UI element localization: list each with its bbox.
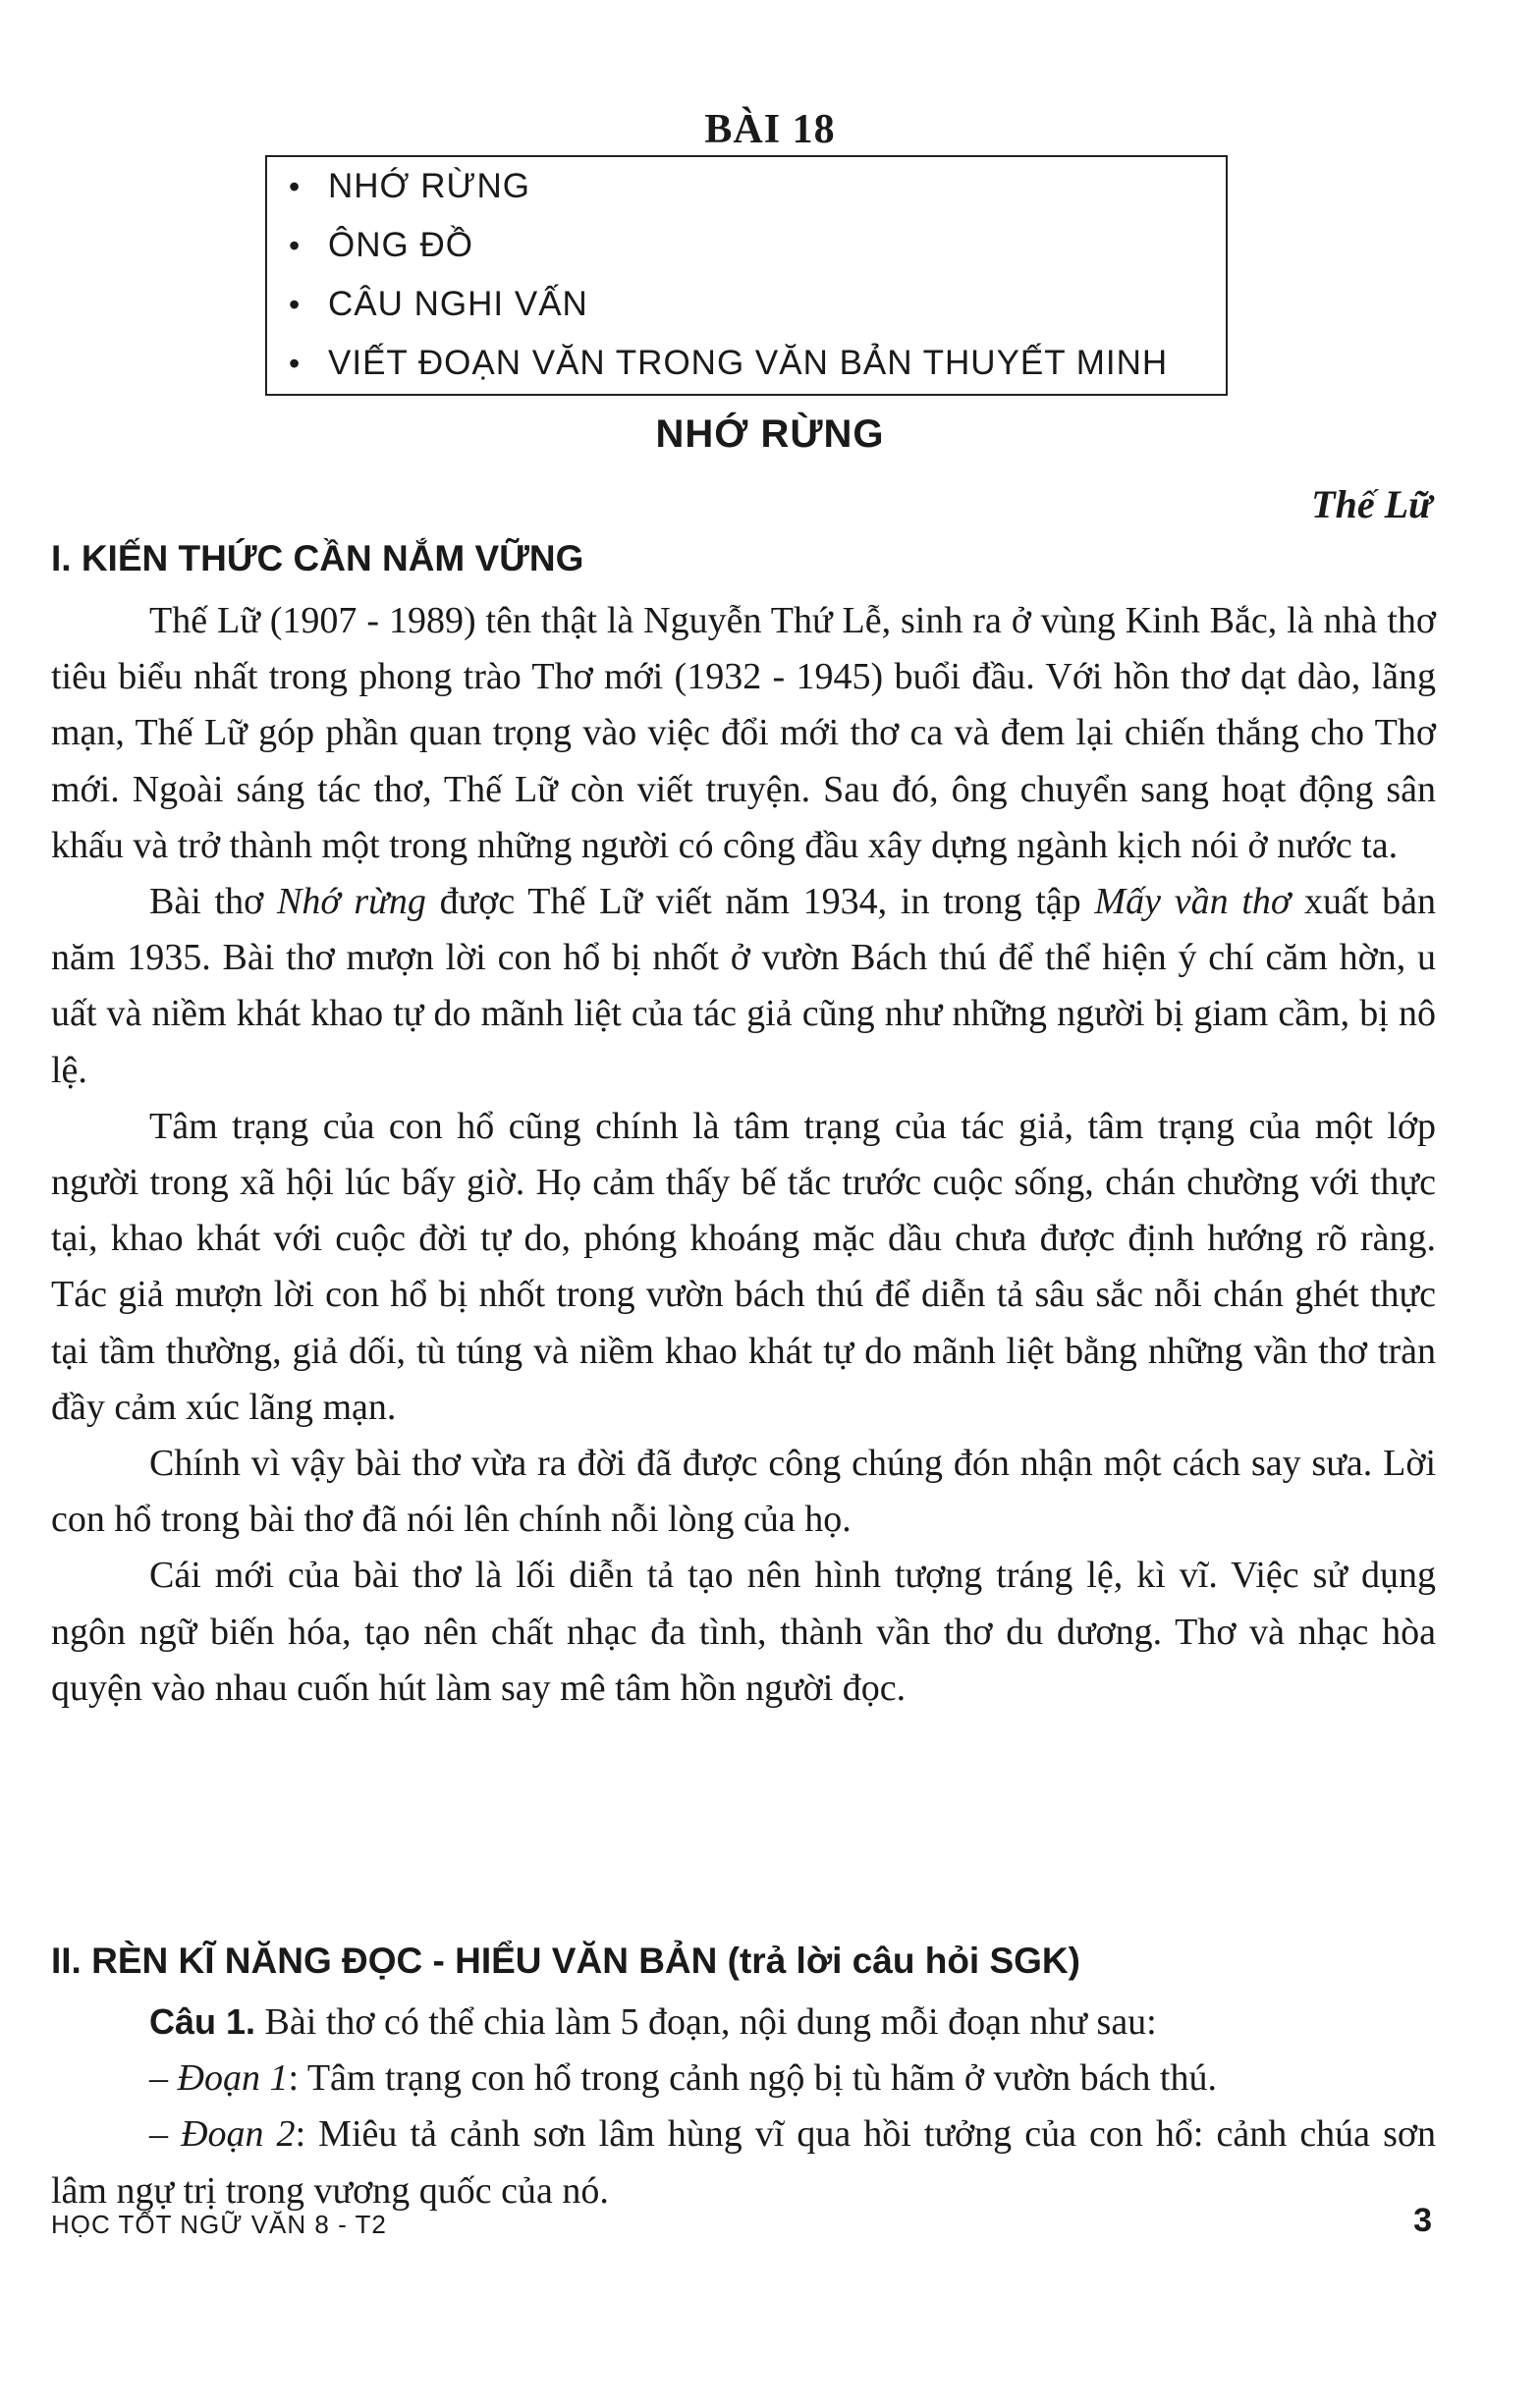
lesson-topic-item	[289, 275, 1168, 334]
paragraph-mood: Tâm trạng của con hổ cũng chính là tâm trạng của tác giả, tâm trạng của một lớp người trong xã hội lúc bấy giờ. Họ cảm thấy bế tắc trước cuộc sống, chán chường với thực tại, khao khát với cuộc đời tự do, phóng khoáng mặc dầu chưa được định hướng rõ ràng. Tác giả mượn lời con hổ bị nhốt trong vườn bách thú để diễn tả sâu sắc nỗi chán ghét thực tại tầm thường, giả dối, tù túng và niềm khao khát tự do mãnh liệt bằng những vần thơ tràn đầy cảm xúc lãng mạn.	[51, 1105, 1436, 1428]
lesson-number: BÀI 18	[704, 107, 836, 152]
section-knowledge-body	[51, 593, 1436, 1717]
lesson-topics-box	[265, 155, 1228, 396]
page-number: 3	[1413, 2202, 1432, 2239]
poem-title-italic: Nhớ rừng	[276, 881, 426, 923]
book-title-italic: Mấy vần thơ	[1094, 881, 1292, 923]
answer-part-1: – Đoạn 1: Tâm trạng con hổ trong cảnh ngộ bị tù hãm ở vườn bách thú.	[149, 2057, 1217, 2100]
lesson-topic-label: NHỚ RỪNG	[328, 167, 530, 205]
paragraph-reception: Chính vì vậy bài thơ vừa ra đời đã được công chúng đón nhận một cách say sưa. Lời con hổ trong bài thơ đã nói lên chính nỗi lòng của họ.	[51, 1443, 1436, 1541]
lesson-topic-label: CÂU NGHI VẤN	[328, 285, 588, 323]
poem-title: NHỚ RỪNG	[655, 412, 885, 456]
poem-author: Thế Lữ	[1311, 482, 1432, 526]
answer-part-2: – Đoạn 2: Miêu tả cảnh sơn lâm hùng vĩ qua hồi tưởng của con hổ: cảnh chúa sơn lâm ngự trị trong vương quốc của nó.	[51, 2113, 1436, 2212]
lesson-topic-label: ÔNG ĐỒ	[328, 226, 473, 264]
question-label: Câu 1.	[149, 2001, 256, 2042]
bullet-icon: •	[289, 228, 302, 263]
lesson-topic-item	[289, 157, 1168, 216]
bullet-icon: •	[289, 287, 302, 322]
section-heading-knowledge: I. KIẾN THỨC CẦN NẮM VỮNG	[51, 538, 584, 578]
lesson-topics-list	[289, 157, 1168, 393]
bullet-icon: •	[289, 169, 302, 204]
lesson-topic-label: VIẾT ĐOẠN VĂN TRONG VĂN BẢN THUYẾT MINH	[328, 344, 1169, 382]
bullet-icon: •	[289, 346, 302, 381]
lesson-topic-item	[289, 216, 1168, 275]
paragraph-author-bio: Thế Lữ (1907 - 1989) tên thật là Nguyễn Thứ Lễ, sinh ra ở vùng Kinh Bắc, là nhà thơ tiêu biểu nhất trong phong trào Thơ mới (1932 - 1945) buổi đầu. Với hồn thơ dạt dào, lãng mạn, Thế Lữ góp phần quan trọng vào việc đổi mới thơ ca và đem lại chiến thắng cho Thơ mới. Ngoài sáng tác thơ, Thế Lữ còn viết truyện. Sau đó, ông chuyển sang hoạt động sân khấu và trở thành một trong những người có công đầu xây dựng ngành kịch nói ở nước ta.	[51, 600, 1436, 866]
section-heading-reading: II. RÈN KĨ NĂNG ĐỌC - HIỂU VĂN BẢN (trả lời câu hỏi SGK)	[51, 1941, 1080, 1981]
footer-book-title: HỌC TỐT NGỮ VĂN 8 - T2	[51, 2210, 387, 2239]
section-reading-body	[51, 1994, 1436, 2219]
paragraph-poem-info: Bài thơ Nhớ rừng được Thế Lữ viết năm 1934, in trong tập Mấy vần thơ xuất bản năm 1935. Bài thơ mượn lời con hổ bị nhốt ở vườn Bách thú để thể hiện ý chí căm hờn, u uất và niềm khát khao tự do mãnh liệt của tác giả cũng như những người bị giam cầm, bị nô lệ.	[51, 881, 1437, 1091]
question-1: Câu 1. Bài thơ có thể chia làm 5 đoạn, nội dung mỗi đoạn như sau:	[149, 2001, 1157, 2043]
paragraph-novelty: Cái mới của bài thơ là lối diễn tả tạo nên hình tượng tráng lệ, kì vĩ. Việc sử dụng ngôn ngữ biến hóa, tạo nên chất nhạc đa tình, thành vần thơ du dương. Thơ và nhạc hòa quyện vào nhau cuốn hút làm say mê tâm hồn người đọc.	[51, 1555, 1436, 1709]
lesson-topic-item	[289, 334, 1168, 393]
